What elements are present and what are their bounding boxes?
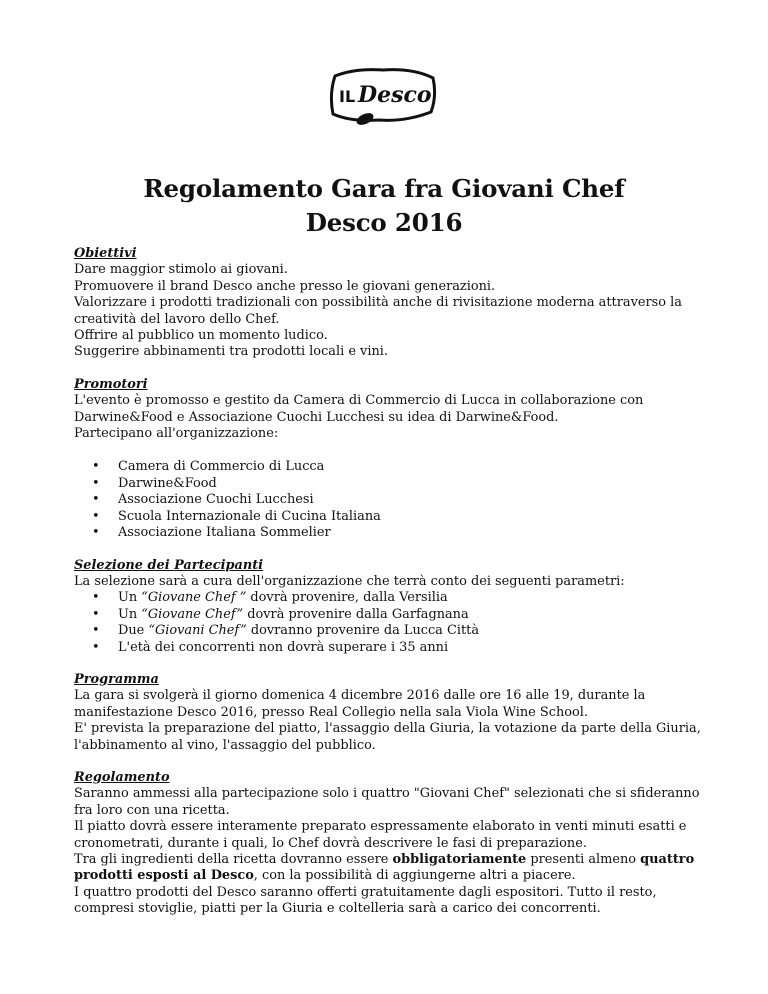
section-regolamento [74, 770, 704, 918]
heading-obiettivi: Obiettivi [74, 246, 137, 261]
obiettivi-line: Dare maggior stimolo ai giovani. [74, 262, 288, 278]
heading-programma: Programma [74, 671, 159, 687]
list-item [74, 492, 704, 508]
promotori-list [74, 459, 704, 541]
bullet-icon: • [92, 639, 100, 655]
list-item-text: dovrà provenire, dalla Versilia [246, 590, 448, 606]
bold-fragment: obbligatoriamente [392, 852, 527, 867]
document-body [74, 246, 704, 934]
section-promotori [74, 377, 704, 542]
bullet-icon: • [92, 606, 100, 622]
heading-selezione: Selezione dei Partecipanti [74, 557, 264, 573]
bold-fragment: quattro prodotti esposti al Desco [74, 852, 695, 884]
list-item-emphasis: “Giovane Chef ” [141, 590, 247, 606]
list-item-label: Camera di Commercio di Lucca [118, 459, 325, 475]
section-programma [74, 672, 704, 754]
list-item [74, 459, 704, 475]
heading-regolamento: Regolamento [74, 769, 170, 785]
list-item-text: Un [118, 606, 142, 622]
section-obiettivi [74, 246, 704, 361]
heading-promotori: Promotori [74, 376, 148, 392]
list-item [74, 509, 704, 525]
list-item-text: L'età dei concorrenti non dovrà superare i 35 anni [118, 639, 449, 655]
document-title [0, 172, 768, 240]
programma-p1: La gara si svolgerà il giorno domenica 4 dicembre 2016 dalle ore 16 alle 19, durante la manifestazione Desco 2016, presso Real Collegio nella sala Viola Wine School. [74, 688, 646, 720]
title-line-1: Regolamento Gara fra Giovani Chef [143, 174, 625, 203]
regolamento-p3 [74, 852, 704, 885]
selezione-intro: La selezione sarà a cura dell'organizzazione che terrà conto dei seguenti parametri: [74, 573, 625, 589]
obiettivi-line: Suggerire abbinamenti tra prodotti locali e vini. [74, 344, 388, 360]
bullet-icon: • [92, 623, 100, 639]
promotori-partecipano: Partecipano all'organizzazione: [74, 426, 279, 442]
list-item-text: dovranno provenire da Lucca Città [246, 623, 480, 639]
list-item [74, 590, 704, 606]
text-fragment: presenti almeno [526, 852, 641, 867]
text-fragment: Tra gli ingredienti della ricetta dovranno essere [74, 852, 393, 867]
list-item-label: Darwine&Food [118, 475, 217, 491]
il-desco-logo [325, 62, 441, 132]
list-item [74, 640, 704, 656]
list-item [74, 623, 704, 639]
bullet-icon: • [92, 525, 100, 541]
regolamento-p4: I quattro prodotti del Desco saranno offerti gratuitamente dagli espositori. Tutto il resto, compresi stoviglie, piatti per la Giuria e coltelleria sarà a carico dei concorrenti. [74, 884, 657, 917]
list-item-label: Associazione Cuochi Lucchesi [118, 492, 314, 508]
list-item-emphasis: “Giovane Chef” [141, 606, 244, 622]
programma-p2: E' prevista la preparazione del piatto, l'assaggio della Giuria, la votazione da parte della Giuria, l'abbinamento al vino, l'assaggio del pubblico. [74, 721, 701, 753]
text-fragment: , con la possibilità di aggiungerne altri a piacere. [253, 868, 576, 884]
list-item-label: Scuola Internazionale di Cucina Italiana [118, 508, 381, 524]
list-item-text: Un [118, 590, 142, 606]
list-item [74, 607, 704, 623]
leaf-icon [355, 111, 376, 128]
logo-text-desco: Desco [358, 82, 432, 108]
list-item [74, 525, 704, 541]
obiettivi-line: Promuovere il brand Desco anche presso le giovani generazioni. [74, 278, 496, 294]
bullet-icon: • [92, 590, 100, 606]
list-item-text: dovrà provenire dalla Garfagnana [243, 606, 469, 622]
obiettivi-line: Valorizzare i prodotti tradizionali con possibilità anche di rivisitazione moderna attraverso la creatività del lavoro dello Chef. [74, 295, 682, 327]
logo-graphic [325, 62, 441, 132]
bullet-icon: • [92, 475, 100, 491]
logo-text-il: IL [339, 87, 356, 106]
title-line-2: Desco 2016 [305, 208, 463, 237]
bullet-icon: • [92, 459, 100, 475]
bullet-icon: • [92, 492, 100, 508]
regolamento-p2: Il piatto dovrà essere interamente preparato espressamente elaborato in venti minuti esatti e cronometrati, durante i quali, lo Chef dovrà descrivere le fasi di preparazione. [74, 819, 687, 851]
promotori-text: L'evento è promosso e gestito da Camera di Commercio di Lucca in collaborazione con Darwine&Food e Associazione Cuochi Lucchesi su idea di Darwine&Food. [74, 393, 644, 425]
list-item-text: Due [118, 623, 149, 639]
list-item-emphasis: “Giovani Chef” [148, 623, 247, 639]
section-selezione [74, 558, 704, 656]
list-item [74, 476, 704, 492]
regolamento-p1: Saranno ammessi alla partecipazione solo i quattro "Giovani Chef" selezionati che si sfideranno fra loro con una ricetta. [74, 786, 700, 818]
bullet-icon: • [92, 508, 100, 524]
selezione-list [74, 590, 704, 656]
list-item-label: Associazione Italiana Sommelier [118, 525, 331, 541]
obiettivi-line: Offrire al pubblico un momento ludico. [74, 328, 328, 344]
